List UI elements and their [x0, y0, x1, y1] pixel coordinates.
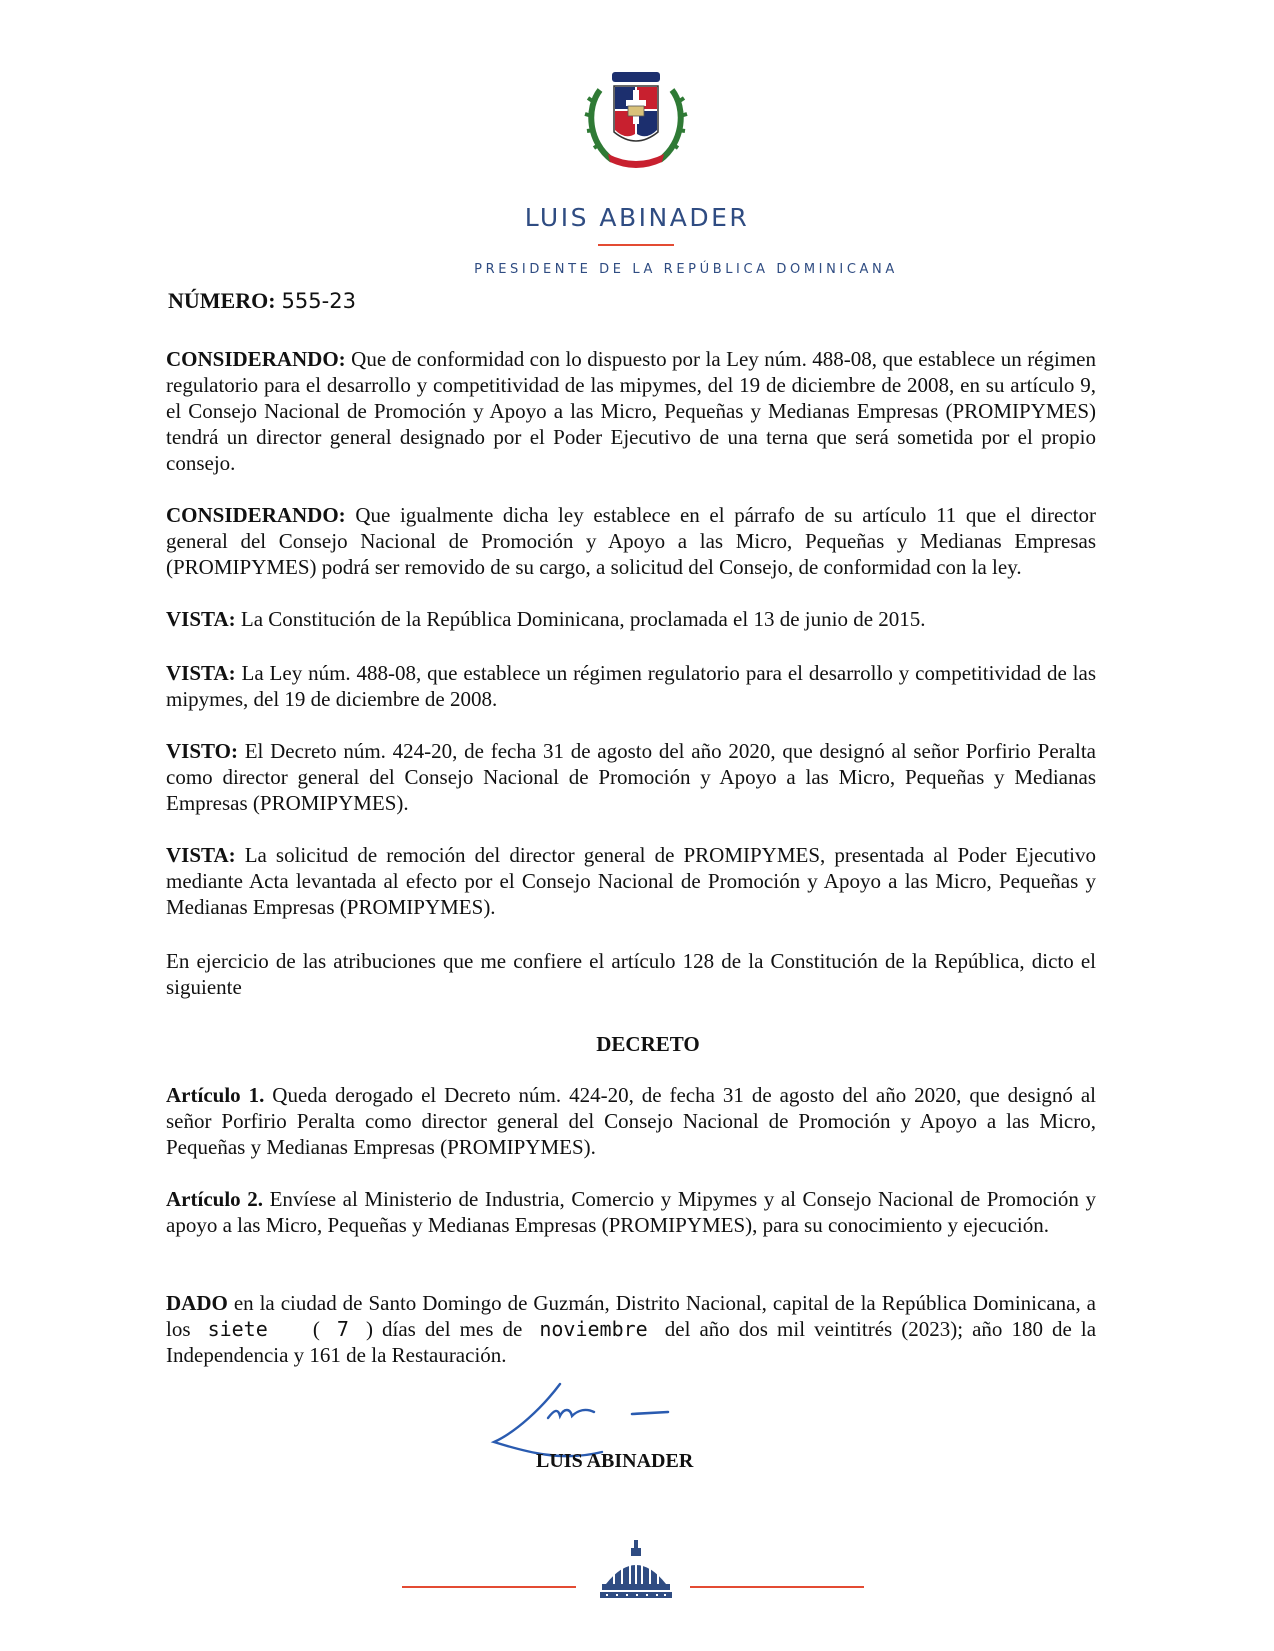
decree-number-label: NÚMERO: [168, 288, 276, 313]
vista-1-label: VISTA: [166, 607, 236, 631]
header-divider [598, 244, 674, 246]
palace-dome-icon [600, 1540, 672, 1602]
vista-2 [166, 660, 1096, 712]
footer-divider-left [402, 1586, 576, 1588]
signer-name: LUIS ABINADER [536, 1450, 694, 1472]
vista-2-text: La Ley núm. 488-08, que establece un régimen regulatorio para el desarrollo y competitividad de las mipymes, del 19 de diciembre de 2008. [166, 661, 1097, 711]
vista-3-label: VISTA: [166, 843, 236, 867]
visto-text: El Decreto núm. 424-20, de fecha 31 de agosto del año 2020, que designó al señor Porfirio Peralta como director general del Consejo Nacional de Promoción y Apoyo a las Micro, Pequeñas y Medianas Empresas (PROMIPYMES). [166, 739, 1096, 815]
paren-open: ( [312, 1317, 320, 1341]
coat-of-arms-icon [582, 60, 690, 172]
decree-number [168, 288, 356, 314]
articulo-2-text: Envíese al Ministerio de Industria, Comercio y Mipymes y al Consejo Nacional de Promoción y apoyo a las Micro, Pequeñas y Medianas Empresas (PROMIPYMES), para su conocimiento y ejecución. [166, 1187, 1097, 1237]
ejercicio-paragraph: En ejercicio de las atribuciones que me confiere el artículo 128 de la Constitución de la República, dicto el siguiente [166, 949, 1096, 999]
considerando-2-label: CONSIDERANDO: [166, 503, 346, 527]
vista-3-text: La solicitud de remoción del director general de PROMIPYMES, presentada al Poder Ejecutivo mediante Acta levantada al efecto por el Consejo Nacional de Promoción y Apoyo a las Micro, Pequeñas y Medianas Empresas (PROMIPYMES). [166, 843, 1096, 919]
vista-2-label: VISTA: [166, 661, 236, 685]
visto-label: VISTO: [166, 739, 238, 763]
articulo-1-label: Artículo 1. [166, 1083, 265, 1107]
considerando-1 [166, 346, 1096, 476]
considerando-2 [166, 502, 1096, 580]
dado-text-a: en la ciudad de Santo Domingo de Guzmán, Distrito Nacional, capital de la República Dominicana, a los [166, 1291, 1096, 1341]
considerando-1-text: Que de conformidad con lo dispuesto por la Ley núm. 488-08, que establece un régimen regulatorio para el desarrollo y competitividad de las mipymes, del 19 de diciembre de 2008, en su artículo 9, el Consejo Nacional de Promoción y Apoyo a las Micro, Pequeñas y Medianas Empresas (PROMIPYMES) tendrá un director general designado por el Poder Ejecutivo de una terna que será sometida por el propio consejo. [166, 347, 1096, 475]
dado-text-b: días del mes de [382, 1317, 523, 1341]
articulo-2 [166, 1186, 1096, 1238]
vista-3 [166, 842, 1096, 920]
dado-text-c: del año dos mil veintitrés (2023); año 180 de la Independencia y 161 de la Restauración. [166, 1317, 1097, 1367]
president-title: PRESIDENTE DE LA REPÚBLICA DOMINICANA [474, 262, 898, 277]
footer-divider-right [690, 1586, 864, 1588]
decreto-heading: DECRETO [596, 1032, 700, 1056]
paren-close: ) [365, 1317, 373, 1341]
considerando-1-label: CONSIDERANDO: [166, 347, 346, 371]
articulo-1 [166, 1082, 1096, 1160]
president-name-heading: LUIS ABINADER [524, 203, 750, 232]
articulo-1-text: Queda derogado el Decreto núm. 424-20, de fecha 31 de agosto del año 2020, que designó al señor Porfirio Peralta como director general del Consejo Nacional de Promoción y Apoyo a las Micro, Pequeñas y Medianas Empresas (PROMIPYMES). [166, 1083, 1097, 1159]
articulo-2-label: Artículo 2. [166, 1187, 263, 1211]
visto-decreto [166, 738, 1096, 816]
month-name: noviembre [539, 1317, 648, 1341]
dado-label: DADO [166, 1291, 228, 1315]
day-in-words: siete [207, 1317, 268, 1341]
considerando-2-text: Que igualmente dicha ley establece en el párrafo de su artículo 11 que el director general del Consejo Nacional de Promoción y Apoyo a las Micro, Pequeñas y Medianas Empresas (PROMIPYMES) podrá ser removido de su cargo, a solicitud del Consejo, de conformidad con la ley. [166, 503, 1097, 579]
decree-number-value: 555-23 [281, 289, 356, 313]
vista-1 [166, 606, 1096, 632]
dado-paragraph [166, 1290, 1096, 1368]
day-number: 7 [336, 1317, 349, 1341]
vista-1-text: La Constitución de la República Dominicana, proclamada el 13 de junio de 2015. [240, 607, 926, 631]
